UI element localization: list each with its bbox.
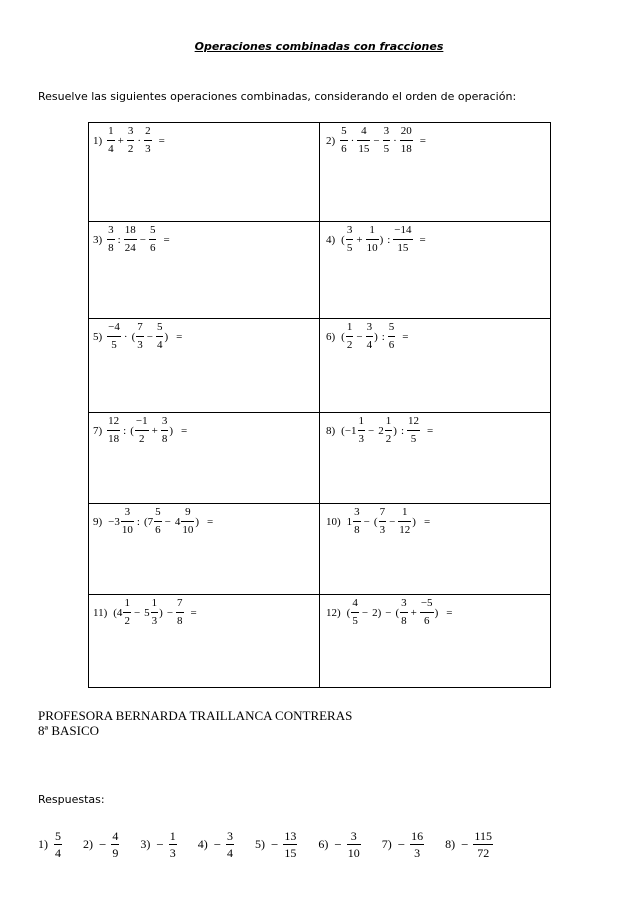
fraction [340,125,348,156]
fraction-denominator: 5 [352,615,358,627]
fraction-denominator: 4 [156,339,163,351]
fraction-numerator: 1 [358,415,366,431]
fraction-denominator: 3 [169,846,176,860]
exercise-9-expression [93,506,319,537]
term: ) [169,424,174,437]
fraction-denominator: 18 [108,433,120,445]
answer-2 [83,829,119,860]
term: 2) [372,606,382,619]
operator: − [368,424,375,437]
operator: : [387,233,391,246]
answer-3 [140,829,176,860]
fraction-numerator: 3 [127,125,135,141]
answer-number: 4) [197,837,208,851]
exercise-number: 10) [326,515,341,528]
fraction [176,597,184,628]
fraction-denominator: 2 [385,433,392,445]
fraction-numerator: 4 [351,597,359,613]
fraction [181,506,194,537]
fraction-denominator: 2 [127,143,134,155]
fraction-numerator: 16 [411,829,424,843]
term: 2 [378,424,384,437]
answer-number: 1) [38,837,48,851]
fraction [151,597,159,628]
fraction [154,506,162,537]
operator: : [136,515,140,528]
footer [38,708,352,738]
equals-sign: = [181,424,188,437]
exercise-number: 7) [93,424,103,437]
operator: · [123,330,128,343]
fraction [149,224,157,255]
fraction-numerator: 7 [176,597,184,613]
exercise-number: 4) [326,233,336,246]
fraction [393,224,412,255]
fraction [346,321,354,352]
term: (4 [113,606,123,619]
fraction [353,506,361,537]
fraction [366,321,374,352]
fraction-numerator: 12 [107,415,120,431]
fraction [400,597,408,628]
fraction-numerator: 3 [347,829,361,845]
fraction [226,829,234,860]
fraction-numerator: 3 [383,125,391,141]
page-title: Operaciones combinadas con fracciones [194,40,444,53]
answer-number: 6) [318,837,329,851]
fraction-numerator: 3 [346,224,354,240]
fraction-denominator: 4 [55,846,61,860]
operator: + [356,233,363,246]
fraction-denominator: 3 [379,524,386,536]
equals-sign: = [158,134,165,147]
fraction-numerator: 3 [161,415,169,431]
fraction [473,829,493,860]
fraction [123,597,131,628]
exercise-cell-6 [320,319,551,413]
exercise-cell-1 [89,123,320,222]
fraction-denominator: 24 [124,242,136,254]
fraction-numerator: 1 [346,321,354,337]
term: ( [395,606,400,619]
answers-heading: Respuestas: [38,793,105,806]
fraction-numerator: 5 [340,125,348,141]
fraction-denominator: 3 [137,339,143,351]
exercise-table [88,122,551,688]
fraction-denominator: 15 [284,846,297,860]
operator: − [164,515,171,528]
fraction [121,506,134,537]
fraction-denominator: 15 [358,143,370,155]
fraction [420,597,434,628]
equals-sign: = [423,515,431,528]
exercise-number: 5) [93,330,103,343]
answer-1 [38,829,62,860]
fraction [111,829,119,860]
fraction-numerator: −1 [135,415,149,431]
fraction [410,829,424,860]
answer-8 [445,829,493,860]
fraction-denominator: 8 [161,433,168,445]
fraction-denominator: 5 [111,339,117,351]
fraction [366,224,379,255]
operator: − [385,606,392,619]
exercise-number: 6) [326,330,336,343]
fraction-denominator: 10 [347,846,360,860]
fraction-numerator: 7 [379,506,387,522]
grade-level: 8ª BASICO [38,723,100,738]
fraction [107,321,121,352]
fraction-numerator: −5 [420,597,434,613]
fraction-numerator: 115 [474,829,492,843]
exercise-10-expression [326,506,550,537]
fraction-numerator: 5 [55,829,61,843]
fraction [127,125,135,156]
term: (−1 [341,424,357,437]
fraction-numerator: 7 [136,321,144,337]
operator: − [146,330,153,343]
fraction-numerator: 18 [124,224,137,240]
fraction-denominator: 10 [366,242,378,254]
exercise-11-expression [93,597,319,628]
fraction-denominator: 4 [108,143,114,155]
exercise-cell-9 [89,504,320,595]
fraction-numerator: 3 [227,829,234,843]
term: 4 [174,515,181,528]
operator: · [350,134,355,147]
exercise-8-expression [326,415,550,446]
operator: − [139,233,146,246]
exercise-number: 12) [326,606,341,619]
equals-sign: = [207,515,214,528]
operator: + [117,134,124,147]
operator: : [117,233,121,246]
answer-6 [318,829,360,860]
operator: : [400,424,404,437]
teacher-name: PROFESORA BERNARDA TRAILLANCA CONTRERAS [38,708,353,723]
operator: − [133,606,141,619]
answer-7 [382,829,424,860]
fraction-denominator: 2 [124,615,130,627]
operator: · [137,134,142,147]
exercise-2-expression [326,125,550,156]
fraction [107,224,115,255]
exercise-cell-7 [89,413,320,504]
fraction-denominator: 15 [397,242,409,254]
answer-4 [198,829,234,860]
fraction-numerator: 1 [398,506,411,522]
term: −3 [108,515,120,528]
operator: − [166,606,174,619]
fraction-denominator: 10 [182,524,194,536]
minus-sign: − [271,836,279,852]
fraction-denominator: 6 [149,242,156,254]
fraction-denominator: 10 [121,524,133,536]
operator: : [381,330,385,343]
exercise-number: 2) [326,134,336,147]
term: ) [159,606,163,619]
fraction [161,415,169,446]
fraction [156,321,164,352]
fraction [388,321,396,352]
fraction [357,125,370,156]
term: ) [164,330,169,343]
fraction-denominator: 8 [108,242,114,254]
term: ) [434,606,439,619]
fraction-numerator: −14 [393,224,412,240]
term: ( [341,233,345,246]
term: ( [130,424,134,437]
fraction [346,224,354,255]
fraction-numerator: 20 [400,125,413,141]
fraction-numerator: −4 [107,321,121,337]
minus-sign: − [397,836,406,852]
fraction-denominator: 2 [346,339,353,351]
exercise-cell-10 [320,504,551,595]
term: ( [341,330,345,343]
fraction-numerator: 5 [149,224,157,240]
exercise-5-expression [93,321,319,352]
fraction-denominator: 5 [410,433,417,445]
operator: + [151,424,158,437]
fraction-numerator: 3 [107,224,115,240]
exercise-6-expression [326,321,550,352]
exercise-cell-5 [89,319,320,413]
term: ( [346,606,351,619]
equals-sign: = [163,233,170,246]
term: ) [195,515,200,528]
fraction-denominator: 3 [145,143,151,155]
fraction-numerator: 12 [407,415,420,431]
term: 1 [346,515,353,528]
term: 5 [144,606,150,619]
exercise-4-expression [326,224,550,255]
term: ) [374,330,378,343]
fraction-numerator: 5 [154,506,162,522]
operator: − [361,606,369,619]
term: (7 [143,515,154,528]
fraction [385,415,393,446]
operator: − [373,134,380,147]
equals-sign: = [190,606,197,619]
fraction [107,415,120,446]
exercise-cell-12 [320,595,551,688]
fraction-denominator: 3 [151,615,158,627]
fraction-numerator: 13 [284,829,297,843]
fraction-denominator: 2 [139,433,145,445]
answer-number: 7) [381,837,392,851]
fraction-numerator: 5 [388,321,396,337]
fraction-denominator: 72 [477,846,490,860]
exercise-3-expression [93,224,319,255]
exercise-cell-3 [89,222,320,319]
fraction [54,829,62,860]
fraction [379,506,387,537]
equals-sign: = [427,424,434,437]
exercise-number: 11) [93,606,108,619]
fraction-numerator: 1 [123,597,131,613]
fraction-numerator: 1 [169,829,176,843]
fraction-denominator: 18 [400,143,412,155]
minus-sign: − [99,836,107,852]
fraction-numerator: 3 [366,321,374,337]
fraction [136,321,144,352]
fraction-numerator: 3 [353,506,361,522]
fraction-denominator: 8 [177,615,183,627]
operator: · [393,134,397,147]
fraction [107,125,115,156]
fraction [407,415,420,446]
fraction-denominator: 12 [399,524,411,536]
fraction [358,415,366,446]
operator: − [356,330,363,343]
operator: : [123,424,127,437]
answer-5 [255,829,297,860]
fraction-numerator: 1 [151,597,159,613]
equals-sign: = [419,233,426,246]
answer-number: 2) [83,837,93,851]
operator: + [410,606,417,619]
term: ( [131,330,136,343]
fraction-denominator: 4 [366,339,373,351]
fraction [383,125,391,156]
fraction-numerator: 3 [400,597,408,613]
fraction-denominator: 3 [414,846,421,860]
operator: − [389,515,396,528]
exercise-number: 8) [326,424,336,437]
fraction [347,829,361,860]
fraction-numerator: 2 [144,125,152,141]
fraction-denominator: 8 [354,524,360,536]
fraction-denominator: 6 [341,143,347,155]
fraction [283,829,297,860]
term: ) [393,424,397,437]
exercise-cell-11 [89,595,320,688]
operator: − [363,515,370,528]
fraction-numerator: 5 [156,321,164,337]
fraction-numerator: 9 [181,506,194,522]
exercise-number: 1) [93,134,103,147]
exercise-12-expression [326,597,550,628]
fraction [398,506,411,537]
fraction-denominator: 3 [358,433,365,445]
exercise-cell-2 [320,123,551,222]
equals-sign: = [419,134,426,147]
fraction-denominator: 4 [227,846,234,860]
exercise-number: 3) [93,233,103,246]
fraction-numerator: 1 [366,224,379,240]
exercise-7-expression [93,415,319,446]
answer-number: 8) [445,837,456,851]
fraction [351,597,359,628]
minus-sign: − [461,836,469,852]
answer-number: 5) [255,837,266,851]
equals-sign: = [176,330,183,343]
exercise-cell-4 [320,222,551,319]
fraction-denominator: 5 [346,242,353,254]
answer-number: 3) [140,837,151,851]
fraction [169,829,177,860]
fraction-denominator: 9 [112,846,119,860]
fraction-numerator: 4 [357,125,370,141]
term: ) [412,515,416,528]
exercise-number: 9) [93,515,103,528]
fraction [144,125,152,156]
fraction-numerator: 1 [385,415,393,431]
equals-sign: = [402,330,409,343]
exercise-cell-8 [320,413,551,504]
fraction-numerator: 3 [121,506,134,522]
fraction-denominator: 8 [401,615,407,627]
fraction-numerator: 1 [107,125,115,141]
fraction-denominator: 5 [383,143,390,155]
equals-sign: = [446,606,453,619]
fraction-denominator: 6 [388,339,395,351]
answers-row [38,829,493,860]
fraction-denominator: 6 [423,615,430,627]
fraction [400,125,413,156]
term: ) [379,233,384,246]
exercise-1-expression [93,125,319,156]
fraction [135,415,149,446]
minus-sign: − [213,836,222,852]
term: ( [373,515,378,528]
fraction-denominator: 6 [155,524,161,536]
minus-sign: − [156,836,164,852]
fraction-numerator: 4 [112,829,119,843]
minus-sign: − [334,836,342,852]
instruction-text: Resuelve las siguientes operaciones combinadas, considerando el orden de operación: [38,90,517,103]
fraction [124,224,137,255]
